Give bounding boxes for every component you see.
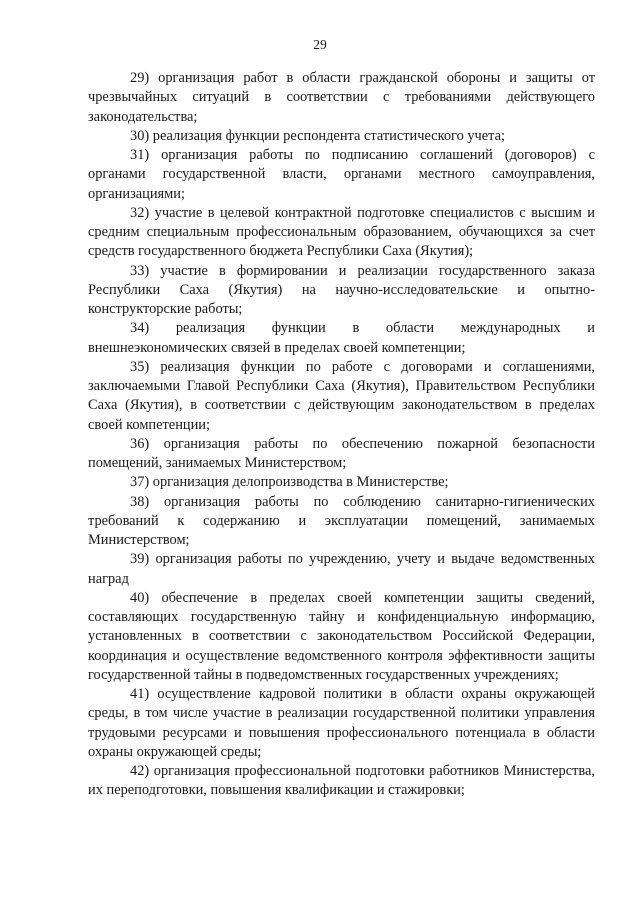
page-number: 29 xyxy=(313,37,327,52)
list-item-32: 32) участие в целевой контрактной подготовке специалистов с высшим и средним специальным профессиональным образованием, обучающихся за счет средств государственного бюджета Республики Саха (Якутия); xyxy=(88,204,595,260)
list-item-34: 34) реализация функции в области международных и внешнеэкономических связей в пределах своей компетенции; xyxy=(88,320,595,356)
list-item-37: 37) организация делопроизводства в Министерстве; xyxy=(130,474,449,491)
list-item-41: 41) осуществление кадровой политики в области охраны окружающей среды, в том числе участие в реализации государственной политики управления трудовыми ресурсами и повышения профессионального потенциала в области охраны окружающей среды; xyxy=(88,686,595,760)
list-item-39: 39) организация работы по учреждению, учету и выдаче ведомственных наград xyxy=(88,551,595,587)
list-item-33: 33) участие в формировании и реализации государственного заказа Республики Саха (Якутия) на научно-исследовательские и опытно-конструкторские работы; xyxy=(88,262,595,317)
list-item-35: 35) реализация функции по работе с договорами и соглашениями, заключаемыми Главой Республики Саха (Якутия), Правительством Республики Саха (Якутия), в соответствии с действующим законодательством в пределах своей компетенции; xyxy=(88,358,595,433)
document-body xyxy=(88,69,595,801)
list-item-38: 38) организация работы по соблюдению санитарно-гигиенических требований к содержанию и эксплуатации помещений, занимаемых Министерством; xyxy=(88,493,595,548)
list-item-29: 29) организация работ в области гражданской обороны и защиты от чрезвычайных ситуаций в соответствии с требованиями действующего законодательства; xyxy=(88,70,595,125)
list-item-36: 36) организация работы по обеспечению пожарной безопасности помещений, занимаемых Министерством; xyxy=(88,435,595,471)
list-item-31: 31) организация работы по подписанию соглашений (договоров) с органами государственной власти, органами местного самоуправления, организациями; xyxy=(88,147,595,202)
list-item-42: 42) организация профессиональной подготовки работников Министерства, их переподготовки, повышения квалификации и стажировки; xyxy=(88,763,595,799)
list-item-40: 40) обеспечение в пределах своей компетенции защиты сведений, составляющих государственную тайну и конфиденциальную информацию, установленных в соответствии с законодательством Российской Федерации, координация и осуществление ведомственного контроля эффективности защиты государственной тайны в подведомственных государственных учреждениях; xyxy=(88,589,595,683)
list-item-30: 30) реализация функции респондента статистического учета; xyxy=(130,127,506,144)
